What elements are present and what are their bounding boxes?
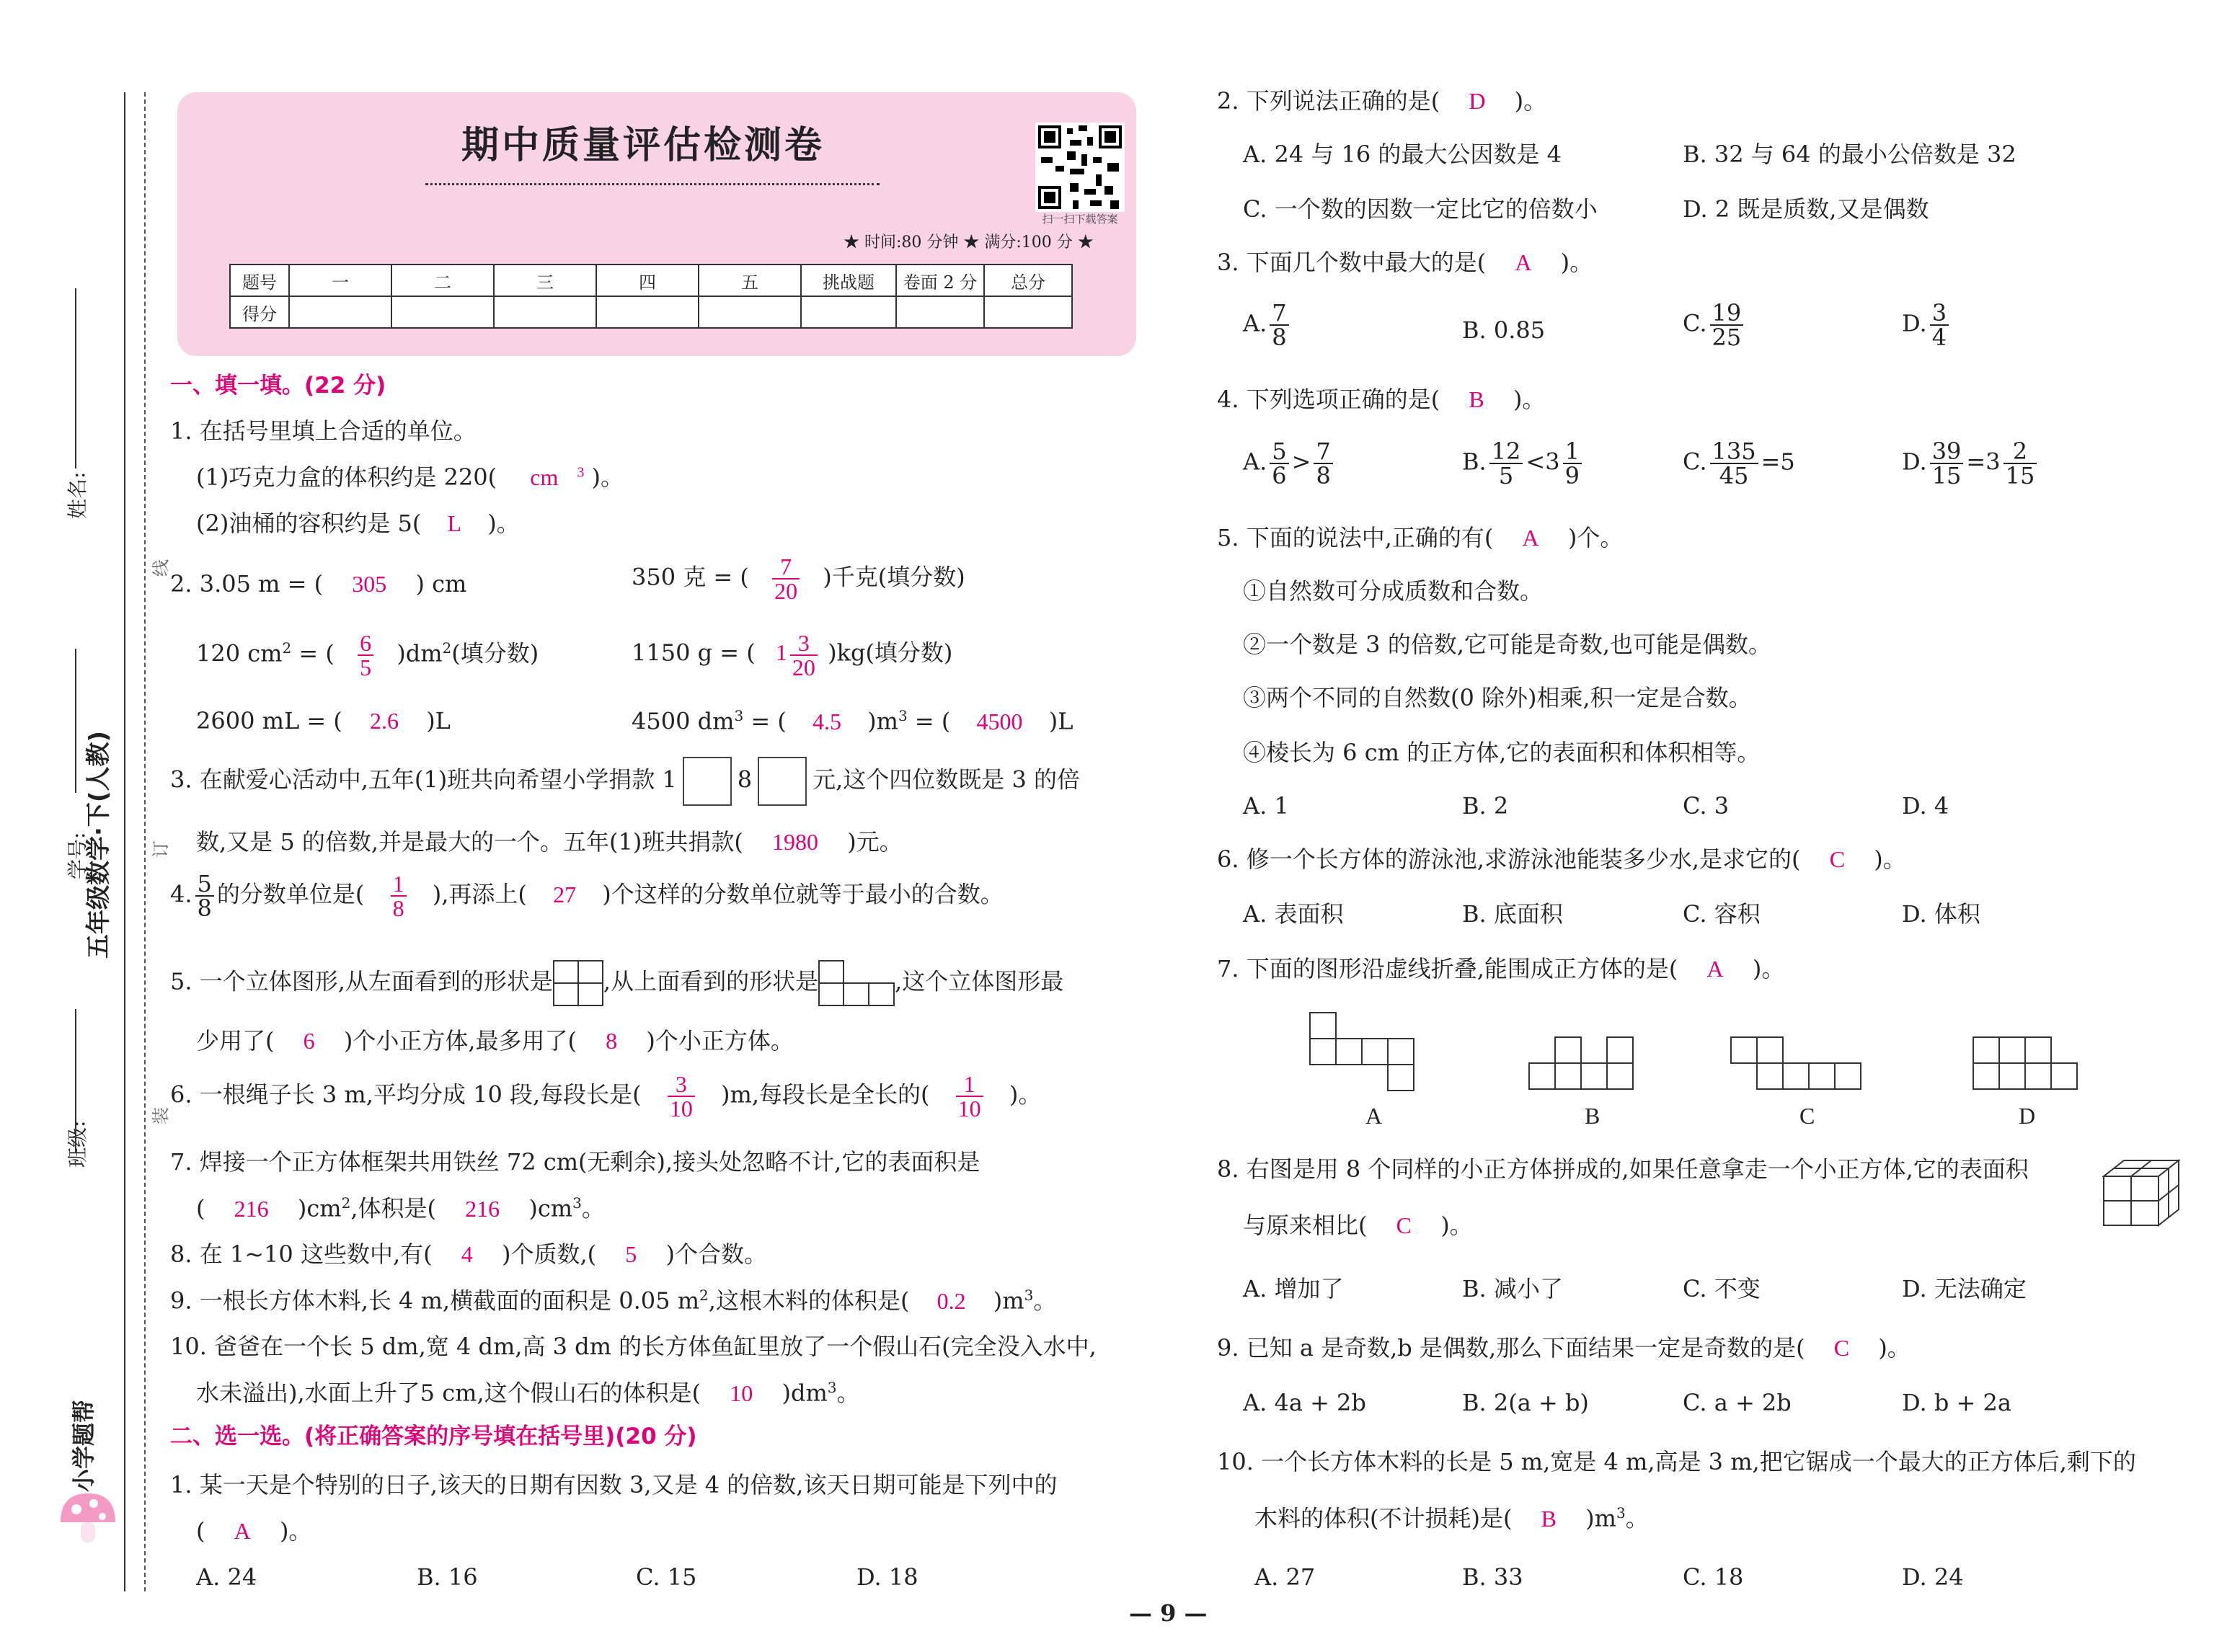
s2-q3-option-b[interactable]: B. 0.85 xyxy=(1462,316,1546,344)
margin-class-label: 班级: xyxy=(66,1120,89,1168)
answer: 0.2 xyxy=(937,1287,966,1314)
s2-q9-option-b[interactable]: B. 2(a + b) xyxy=(1462,1389,1589,1416)
margin-name-label: 姓名: xyxy=(66,471,89,519)
s2-q4-option-c[interactable]: C. $\frac{135}{45}$ =5 xyxy=(1683,438,1795,489)
s2-q5-statement-1: ①自然数可分成质数和合数。 xyxy=(1243,577,1544,605)
time-score-info: ★ 时间:80 分钟 ★ 满分:100 分 ★ xyxy=(844,234,1094,252)
score-input-cell[interactable] xyxy=(984,296,1072,328)
net-figure-c[interactable] xyxy=(1730,1036,1867,1094)
s1-q1-part-b: (2)油桶的容积约是 5( L )。 xyxy=(196,510,520,537)
answer: C xyxy=(1829,846,1846,872)
margin-cut-char-1: 线 xyxy=(151,559,171,577)
score-header-cell: 总分 xyxy=(984,265,1072,296)
score-header-cell: 题号 xyxy=(230,265,289,296)
answer: cm xyxy=(530,464,559,490)
margin-name-line xyxy=(75,288,76,468)
net-figure-b[interactable] xyxy=(1528,1036,1637,1094)
s1-q2-row1-right: 350 克 = ( $\frac{7}{20}$ )千克(填分数) xyxy=(632,554,965,604)
answer-fraction: $\frac{3}{10}$ xyxy=(668,1073,695,1120)
margin-class-line xyxy=(75,1009,76,1153)
score-header-cell: 二 xyxy=(391,265,494,296)
s2-q9-option-a[interactable]: A. 4a + 2b xyxy=(1243,1389,1366,1416)
s2-q5-stem: 5. 下面的说法中,正确的有( A )个。 xyxy=(1217,524,1624,551)
s1-q10-line1: 10. 爸爸在一个长 5 dm,宽 4 dm,高 3 dm 的长方体鱼缸里放了一个假山石(完全没入水中, xyxy=(170,1333,1097,1360)
answer: 6 xyxy=(303,1028,315,1054)
section2-title: 二、选一选。(将正确答案的序号填在括号里)(20 分) xyxy=(170,1424,697,1449)
s2-q5-statement-3: ③两个不同的自然数(0 除外)相乘,积一定是合数。 xyxy=(1243,684,1752,711)
digit-blank-box[interactable] xyxy=(758,757,807,806)
s2-q6-option-a[interactable]: A. 表面积 xyxy=(1243,900,1344,928)
s1-q2-row1-left: 2. 3.05 m = ( 305 ) cm xyxy=(170,570,467,598)
s1-q5-line1: 5. 一个立体图形,从左面看到的形状是 ,从上面看到的形状是 ,这个立体图形最 xyxy=(170,960,1063,1006)
score-header-cell: 一 xyxy=(289,265,391,296)
s1-q4: 4. $\frac{5}{8}$ 的分数单位是( $\frac{1}{8}$ ),再添上( 27 )个这样的分数单位就等于最小的合数。 xyxy=(170,870,1004,922)
s1-q2-row2-left: 120 $cm^2$ = ( $\frac{6}{5}$ )$dm^2$(填分数) xyxy=(196,630,539,680)
s2-q9-option-d[interactable]: D. b + 2a xyxy=(1902,1389,2011,1416)
s2-q2-option-c[interactable]: C. 一个数的因数一定比它的倍数小 xyxy=(1243,195,1598,223)
s2-q1-line2: ( A )。 xyxy=(196,1517,312,1545)
s1-q10-line2: 水未溢出),水面上升了5 cm,这个假山石的体积是( 10 )$dm^3$。 xyxy=(196,1379,860,1407)
answer-fraction: $\frac{6}{5}$ xyxy=(358,631,373,679)
margin-cut-char-3: 装 xyxy=(151,1107,171,1124)
s2-q4-stem: 4. 下列选项正确的是( B )。 xyxy=(1217,386,1546,413)
s1-q7-line1: 7. 焊接一个正方体框架共用铁丝 72 cm(无剩余),接头处忽略不计,它的表面积是 xyxy=(170,1148,980,1176)
margin-id-line xyxy=(75,649,76,793)
s2-q1-option-a[interactable]: A. 24 xyxy=(196,1563,257,1591)
mushroom-logo-icon xyxy=(55,1485,120,1550)
score-input-cell[interactable] xyxy=(801,296,896,328)
s1-q5-line2: 少用了( 6 )个小正方体,最多用了( 8 )个小正方体。 xyxy=(196,1027,794,1054)
answer: A xyxy=(1515,249,1532,275)
margin-id-label: 学号: xyxy=(66,832,89,879)
s1-q8: 8. 在 1~10 这些数中,有( 4 )个质数,( 5 )个合数。 xyxy=(170,1240,767,1268)
s1-q6: 6. 一根绳子长 3 m,平均分成 10 段,每段长是( $\frac{3}{10}$ )m,每段长是全长的( $\frac{1}{10}$ )。 xyxy=(170,1071,1042,1122)
s2-q3-option-a[interactable]: A. $\frac{7}{8}$ xyxy=(1243,301,1292,349)
answer: 4 xyxy=(461,1241,473,1267)
s2-q5-option-d[interactable]: D. 4 xyxy=(1902,792,1949,820)
exam-title: 期中质量评估检测卷 xyxy=(461,123,825,167)
s2-q9-option-c[interactable]: C. a + 2b xyxy=(1683,1389,1792,1416)
answer-mixed-number: 1 $\frac{3}{20}$ xyxy=(776,639,820,665)
s2-q1-option-d[interactable]: D. 18 xyxy=(856,1563,918,1591)
qr-caption: 扫一扫下载答案 xyxy=(1042,213,1118,226)
s1-q2-row3-right: 4500 $dm^3$ = ( 4.5 )$m^3$ = ( 4500 )L xyxy=(632,707,1073,735)
binding-dashed-line xyxy=(144,92,146,1591)
s2-q2-option-b[interactable]: B. 32 与 64 的最小公倍数是 32 xyxy=(1683,141,2016,168)
s2-q8-line1: 8. 右图是用 8 个同样的小正方体拼成的,如果任意拿走一个小正方体,它的表面积 xyxy=(1217,1155,2029,1183)
answer: A xyxy=(1522,525,1539,551)
net-figure-d[interactable] xyxy=(1973,1036,2081,1094)
s1-q1-stem: 1. 在括号里填上合适的单位。 xyxy=(170,417,477,445)
answer: 216 xyxy=(234,1195,269,1222)
score-table-score-row xyxy=(230,296,1072,328)
s2-q5-option-c[interactable]: C. 3 xyxy=(1683,792,1730,820)
binding-solid-line xyxy=(124,92,125,1591)
section1-title: 一、填一填。(22 分) xyxy=(170,373,386,399)
net-label-a: A xyxy=(1365,1103,1383,1129)
s2-q8-line2: 与原来相比( C )。 xyxy=(1243,1212,1473,1239)
s2-q10-option-c[interactable]: C. 18 xyxy=(1683,1563,1744,1591)
score-header-cell: 挑战题 xyxy=(801,265,896,296)
s2-q6-stem: 6. 修一个长方体的游泳池,求游泳池能装多少水,是求它的( C )。 xyxy=(1217,845,1906,873)
s1-q9: 9. 一根长方体木料,长 4 m,横截面的面积是 0.05 $m^2$,这根木料的体积是( 0.2 )$m^3$。 xyxy=(170,1287,1057,1315)
answer: 10 xyxy=(730,1380,753,1406)
s2-q10-option-b[interactable]: B. 33 xyxy=(1462,1563,1523,1591)
s2-q6-option-c[interactable]: C. 容积 xyxy=(1683,900,1761,928)
s1-q1-part-a: (1)巧克力盒的体积约是 220( cm $^3$ )。 xyxy=(196,463,624,491)
s2-q10-line1: 10. 一个长方体木料的长是 5 m,宽是 4 m,高是 3 m,把它锯成一个最大的正方体后,剩下的 xyxy=(1217,1448,2136,1475)
score-input-cell[interactable] xyxy=(289,296,391,328)
answer: 4500 xyxy=(976,708,1023,734)
s2-q9-stem: 9. 已知 a 是奇数,b 是偶数,那么下面结果一定是奇数的是( C )。 xyxy=(1217,1334,1911,1362)
page-number: — 9 — xyxy=(1129,1599,1208,1627)
margin-book-title: 五年级数学·下(人教) xyxy=(84,731,113,959)
score-input-cell[interactable] xyxy=(596,296,699,328)
s2-q4-option-a[interactable]: A. $\frac{5}{6}$ > $\frac{7}{8}$ xyxy=(1243,440,1336,487)
answer: B xyxy=(1469,386,1484,412)
answer-fraction: $\frac{1}{8}$ xyxy=(391,872,407,920)
answer: C xyxy=(1396,1212,1412,1238)
s2-q10-option-d[interactable]: D. 24 xyxy=(1902,1563,1964,1591)
s2-q7-stem: 7. 下面的图形沿虚线折叠,能围成正方体的是( A )。 xyxy=(1217,955,1785,982)
s2-q2-stem: 2. 下列说法正确的是( D )。 xyxy=(1217,87,1547,115)
left-view-figure xyxy=(553,960,603,1006)
s2-q8-option-d[interactable]: D. 无法确定 xyxy=(1902,1275,2027,1302)
s1-q2-row3-left: 2600 mL = ( 2.6 )L xyxy=(196,707,451,734)
net-figure-a[interactable] xyxy=(1309,1012,1425,1091)
top-view-figure xyxy=(818,960,895,1006)
s1-q3-line1: 3. 在献爱心活动中,五年(1)班共向希望小学捐款 1 8 元,这个四位数既是 3 的倍 xyxy=(170,757,1080,806)
cube-stack-figure xyxy=(2102,1156,2182,1228)
s2-q3-stem: 3. 下面几个数中最大的是( A )。 xyxy=(1217,249,1593,276)
score-input-cell[interactable] xyxy=(494,296,596,328)
s2-q4-option-b[interactable]: B. $\frac{12}{5}$ <3 $\frac{1}{9}$ xyxy=(1462,440,1585,487)
s2-q6-option-d[interactable]: D. 体积 xyxy=(1902,900,1980,928)
s2-q6-option-b[interactable]: B. 底面积 xyxy=(1462,900,1563,928)
answer: 4.5 xyxy=(812,708,841,734)
title-dotted-rule xyxy=(425,183,880,185)
s2-q4-option-d[interactable]: D. $\frac{39}{15}$ =3 $\frac{2}{15}$ xyxy=(1902,440,2040,487)
answer: 216 xyxy=(465,1195,500,1222)
s2-q5-statement-2: ②一个数是 3 的倍数,它可能是奇数,也可能是偶数。 xyxy=(1243,631,1772,658)
answer: 5 xyxy=(625,1241,637,1267)
answer: A xyxy=(1706,956,1724,982)
s1-q3-line2: 数,又是 5 的倍数,并是最大的一个。五年(1)班共捐款( 1980 )元。 xyxy=(196,828,903,856)
s2-q1-option-c[interactable]: C. 15 xyxy=(636,1563,697,1591)
digit-blank-box[interactable] xyxy=(683,757,732,806)
score-input-cell[interactable] xyxy=(699,296,801,328)
net-label-b: B xyxy=(1585,1103,1600,1129)
s1-q2-row2-right: 1150 g = ( 1 $\frac{3}{20}$ )kg(填分数) xyxy=(632,630,953,680)
qr-code-icon xyxy=(1035,123,1125,212)
s1-q7-line2: ( 216 )$cm^2$,体积是( 216 )$cm^3$。 xyxy=(196,1194,605,1222)
score-header-cell: 五 xyxy=(699,265,801,296)
answer: L xyxy=(447,510,462,536)
answer-fraction: $\frac{1}{10}$ xyxy=(956,1073,983,1120)
score-table xyxy=(229,264,1073,329)
s2-q1-option-b[interactable]: B. 16 xyxy=(417,1563,478,1591)
answer: 305 xyxy=(352,571,387,597)
answer-fraction: $\frac{7}{20}$ xyxy=(772,555,800,603)
score-row-label: 得分 xyxy=(230,296,289,328)
answer: D xyxy=(1469,88,1486,114)
s2-q3-option-c[interactable]: C. $\frac{19}{25}$ xyxy=(1683,301,1746,349)
answer: C xyxy=(1833,1335,1850,1361)
margin-brand: 小学题帮 xyxy=(70,1399,97,1492)
s2-q8-option-b[interactable]: B. 减小了 xyxy=(1462,1275,1563,1302)
s2-q3-option-d[interactable]: D. $\frac{3}{4}$ xyxy=(1902,301,1952,349)
s2-q1-line1: 1. 某一天是个特别的日子,该天的日期有因数 3,又是 4 的倍数,该天日期可能是下列中的 xyxy=(170,1471,1058,1498)
s2-q5-option-a[interactable]: A. 1 xyxy=(1243,792,1289,820)
answer: 8 xyxy=(606,1028,618,1054)
s2-q10-line2: 木料的体积(不计损耗)是( B )$m^3$。 xyxy=(1254,1504,1649,1532)
answer: 27 xyxy=(553,881,577,907)
score-header-cell: 卷面 2 分 xyxy=(896,265,984,296)
answer: A xyxy=(234,1518,251,1544)
net-label-c: C xyxy=(1799,1103,1815,1129)
s2-q10-option-a[interactable]: A. 27 xyxy=(1254,1563,1316,1591)
margin-cut-char-2: 订 xyxy=(151,840,171,858)
s2-q2-option-a[interactable]: A. 24 与 16 的最大公因数是 4 xyxy=(1243,141,1562,168)
answer: 1980 xyxy=(772,829,819,855)
score-input-cell[interactable] xyxy=(391,296,494,328)
s2-q5-statement-4: ④棱长为 6 cm 的正方体,它的表面积和体积相等。 xyxy=(1243,739,1761,766)
s2-q8-option-a[interactable]: A. 增加了 xyxy=(1243,1275,1344,1302)
score-input-cell[interactable] xyxy=(896,296,984,328)
s2-q5-option-b[interactable]: B. 2 xyxy=(1462,792,1509,820)
answer: 2.6 xyxy=(370,708,399,734)
score-table-header-row xyxy=(230,265,1072,296)
score-header-cell: 三 xyxy=(494,265,596,296)
score-header-cell: 四 xyxy=(596,265,699,296)
s2-q8-option-c[interactable]: C. 不变 xyxy=(1683,1275,1761,1302)
answer: B xyxy=(1541,1505,1557,1532)
s2-q2-option-d[interactable]: D. 2 既是质数,又是偶数 xyxy=(1683,195,1929,223)
net-label-d: D xyxy=(2019,1103,2036,1129)
